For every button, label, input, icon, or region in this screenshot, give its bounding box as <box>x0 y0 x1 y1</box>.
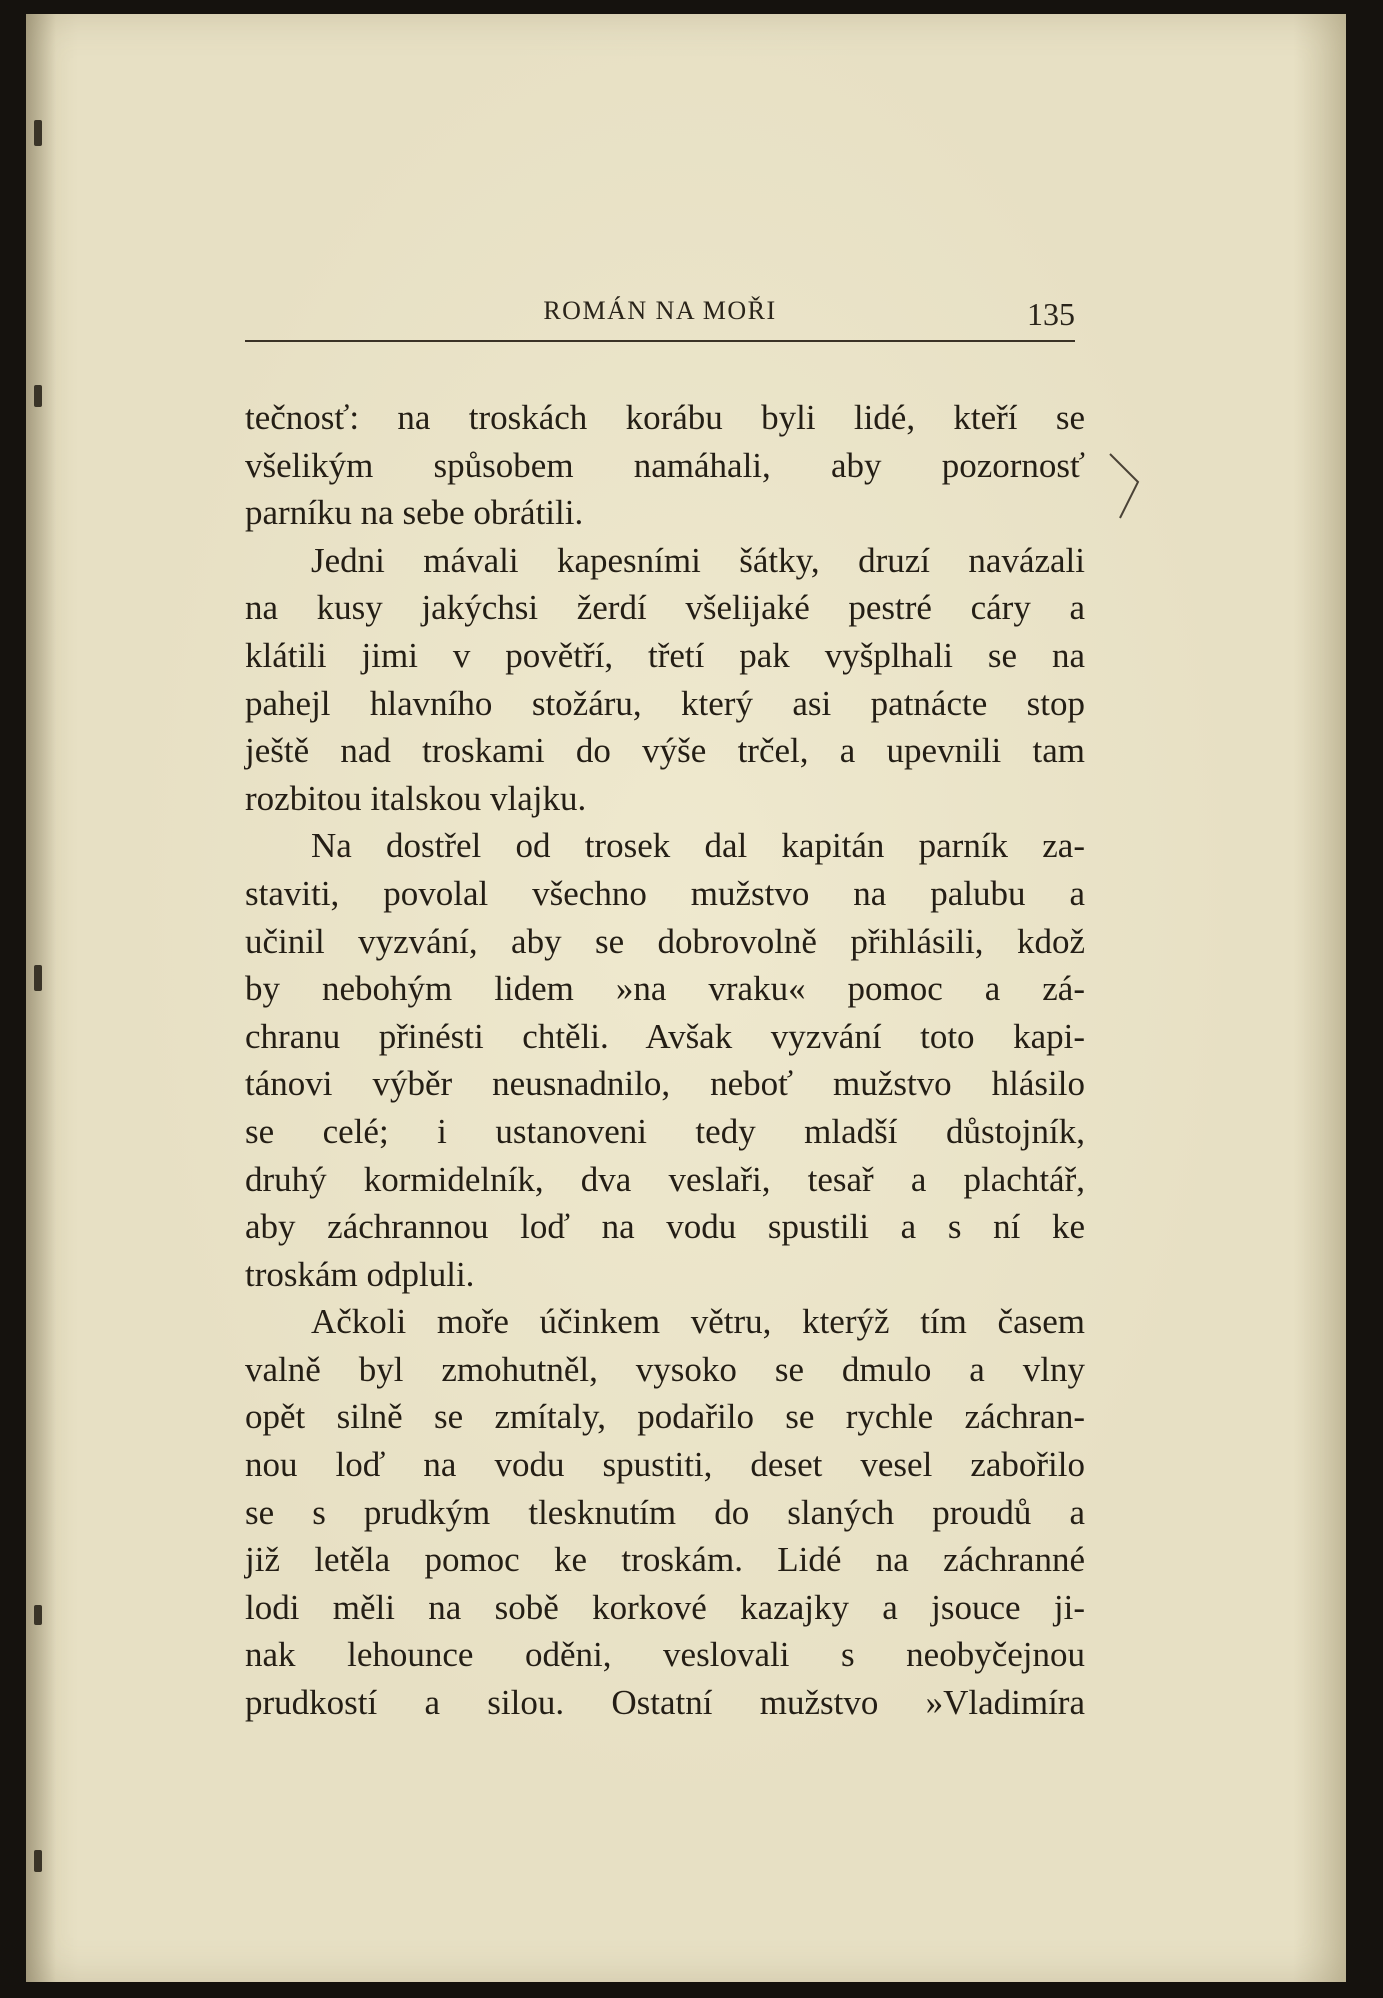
text-line: již letěla pomoc ke troskám. Lidé na záchranné <box>245 1540 1085 1580</box>
text-line: učinil vyzvání, aby se dobrovolně přihlásili, kdož <box>245 921 1085 961</box>
binding-mark <box>34 1850 42 1872</box>
text-line: Ačkoli moře účinkem větru, kterýž tím časem <box>311 1302 1085 1342</box>
text-line: nak lehounce oděni, veslovali s neobyčejnou <box>245 1635 1085 1675</box>
text-line: druhý kormidelník, dva veslaři, tesař a plachtář, <box>245 1159 1085 1199</box>
text-line: pahejl hlavního stožáru, který asi patnácte stop <box>245 683 1085 723</box>
text-line: se s prudkým tlesknutím do slaných proudů a <box>245 1492 1085 1532</box>
page-number: 135 <box>1027 296 1075 332</box>
binding-mark <box>34 385 42 407</box>
text-line: parníku na sebe obrátili. <box>245 493 584 533</box>
text-line: klátili jimi v povětří, třetí pak vyšplhali se na <box>245 635 1085 675</box>
text-line: tánovi výběr neusnadnilo, neboť mužstvo hlásilo <box>245 1064 1085 1104</box>
text-line: na kusy jakýchsi žerdí všelijaké pestré cáry a <box>245 588 1085 628</box>
text-line: ještě nad troskami do výše trčel, a upevnili tam <box>245 731 1085 771</box>
header-rule <box>245 340 1075 342</box>
text-line: staviti, povolal všechno mužstvo na palubu a <box>245 873 1085 913</box>
text-line: Na dostřel od trosek dal kapitán parník za- <box>311 826 1085 866</box>
running-title: ROMÁN NA MOŘI <box>543 296 777 325</box>
binding-mark <box>34 965 42 991</box>
text-line: tečnosť: na troskách korábu byli lidé, kteří se <box>245 398 1085 437</box>
body-text <box>245 394 1085 1727</box>
text-line: troskám odpluli. <box>245 1254 475 1294</box>
text-line: chranu přinésti chtěli. Avšak vyzvání toto kapi- <box>245 1016 1085 1056</box>
text-line: rozbitou italskou vlajku. <box>245 778 587 818</box>
text-line: nou loď na vodu spustiti, deset vesel zabořilo <box>245 1445 1085 1485</box>
text-line: by nebohým lidem »na vraku« pomoc a zá- <box>245 969 1085 1009</box>
text-line: aby záchrannou loď na vodu spustili a s ní ke <box>245 1207 1085 1247</box>
text-line: se celé; i ustanoveni tedy mladší důstojník, <box>245 1111 1085 1151</box>
page-header <box>245 292 1075 340</box>
text-line: prudkostí a silou. Ostatní mužstvo »Vladimíra <box>245 1683 1085 1723</box>
text-line: lodi měli na sobě korkové kazajky a jsouce ji- <box>245 1587 1085 1627</box>
text-line: opět silně se zmítaly, podařilo se rychle záchran- <box>245 1397 1085 1437</box>
text-line: valně byl zmohutněl, vysoko se dmulo a vlny <box>245 1349 1085 1389</box>
text-line: všelikým spůsobem namáhali, aby pozornosť <box>245 445 1085 485</box>
binding-mark <box>34 1605 42 1625</box>
text-line: Jedni mávali kapesními šátky, druzí navázali <box>311 540 1085 580</box>
binding-mark <box>34 120 42 146</box>
margin-pencil-mark <box>1108 452 1148 522</box>
binding-edge <box>26 14 56 1982</box>
